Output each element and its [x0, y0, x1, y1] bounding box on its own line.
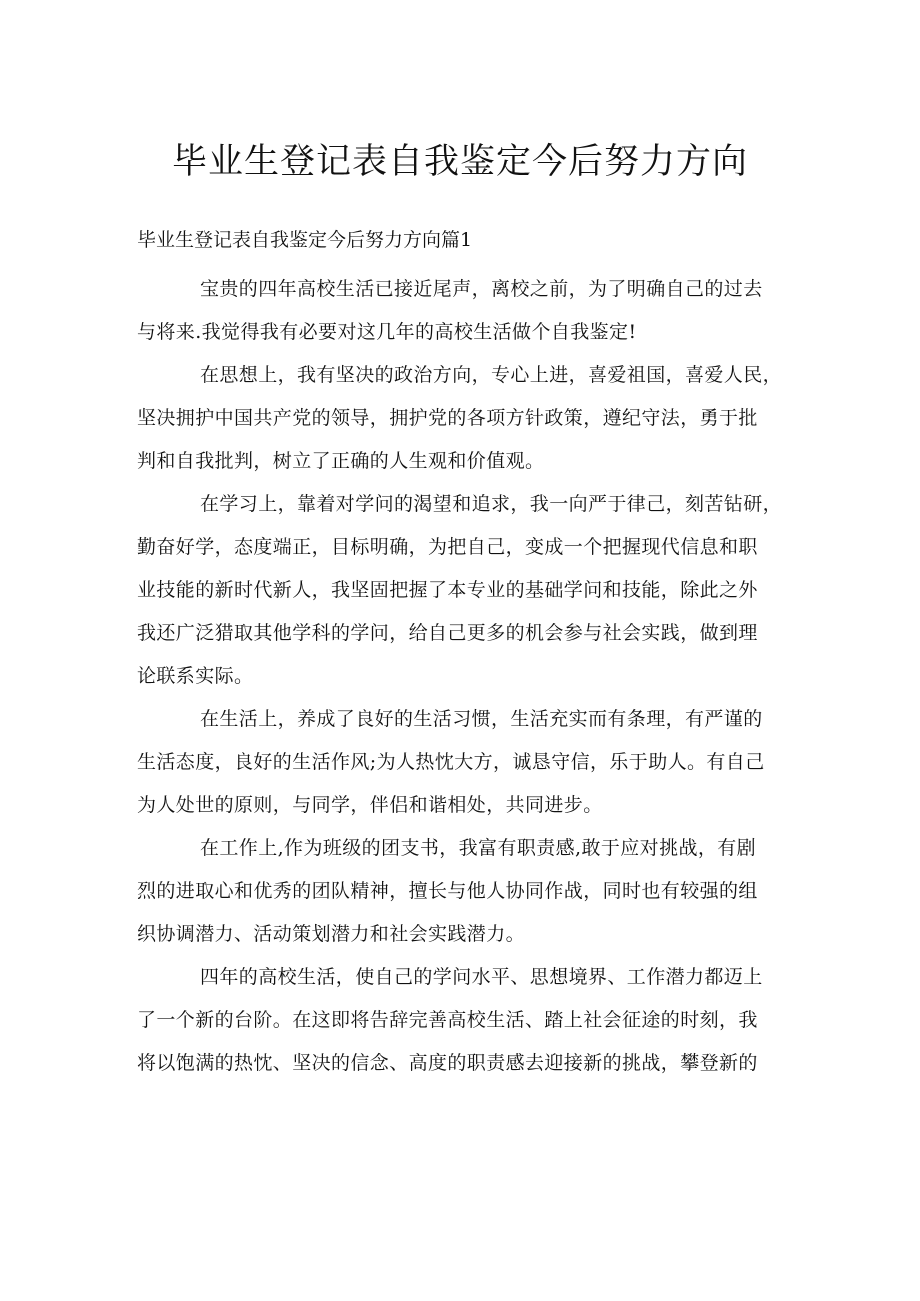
- paragraph-line: 为人处世的原则，与同学，伴侣和谐相处，共同进步。: [137, 794, 603, 816]
- paragraph-2: [137, 354, 792, 483]
- paragraph-line: 勤奋好学，态度端正，目标明确，为把自己，变成一个把握现代信息和职: [137, 536, 758, 558]
- paragraph-line: 与将来.我觉得我有必要对这几年的高校生活做个自我鉴定!: [137, 321, 637, 343]
- paragraph-4: [137, 698, 792, 827]
- paragraph-line: 判和自我批判，树立了正确的人生观和价值观。: [137, 450, 545, 472]
- paragraph-1: [137, 268, 792, 354]
- paragraph-line: 四年的高校生活，使自己的学问水平、思想境界、工作潜力都迈上: [200, 966, 763, 988]
- paragraph-line: 在生活上，养成了良好的生活习惯，生活充实而有条理，有严谨的: [200, 708, 763, 730]
- paragraph-line: 生活态度，良好的生活作风;为人热忱大方，诚恳守信，乐于助人。有自己: [137, 751, 765, 773]
- paragraph-line: 烈的进取心和优秀的团队精神，擅长与他人协同作战，同时也有较强的组: [137, 880, 758, 902]
- paragraph-line: 在工作上,作为班级的团支书，我富有职责感,敢于应对挑战，有剧: [200, 837, 757, 859]
- paragraph-line: 宝贵的四年高校生活已接近尾声，离校之前，为了明确自己的过去: [200, 278, 763, 300]
- paragraph-line: 论联系实际。: [137, 665, 254, 687]
- document-body: [137, 268, 792, 1085]
- paragraph-line: 将以饱满的热忱、坚决的信念、高度的职责感去迎接新的挑战，攀登新的: [137, 1052, 758, 1074]
- paragraph-line: 了一个新的台阶。在这即将告辞完善高校生活、踏上社会征途的时刻，我: [137, 1009, 758, 1031]
- section-subheading: 毕业生登记表自我鉴定今后努力方向篇1: [137, 229, 473, 251]
- paragraph-line: 业技能的新时代新人，我坚固把握了本专业的基础学问和技能，除此之外: [137, 579, 758, 601]
- paragraph-5: [137, 827, 792, 956]
- document-title: 毕业生登记表自我鉴定今后努力方向: [171, 142, 748, 182]
- paragraph-line: 在思想上，我有坚决的政治方向，专心上进，喜爱祖国，喜爱人民，: [200, 364, 783, 386]
- paragraph-6: [137, 956, 792, 1085]
- paragraph-line: 织协调潜力、活动策划潜力和社会实践潜力。: [137, 923, 526, 945]
- paragraph-3: [137, 483, 792, 698]
- paragraph-line: 在学习上，靠着对学问的渴望和追求，我一向严于律己，刻苦钻研，: [200, 493, 783, 515]
- paragraph-line: 我还广泛猎取其他学科的学问，给自己更多的机会参与社会实践，做到理: [137, 622, 758, 644]
- paragraph-line: 坚决拥护中国共产党的领导，拥护党的各项方针政策，遵纪守法，勇于批: [137, 407, 758, 429]
